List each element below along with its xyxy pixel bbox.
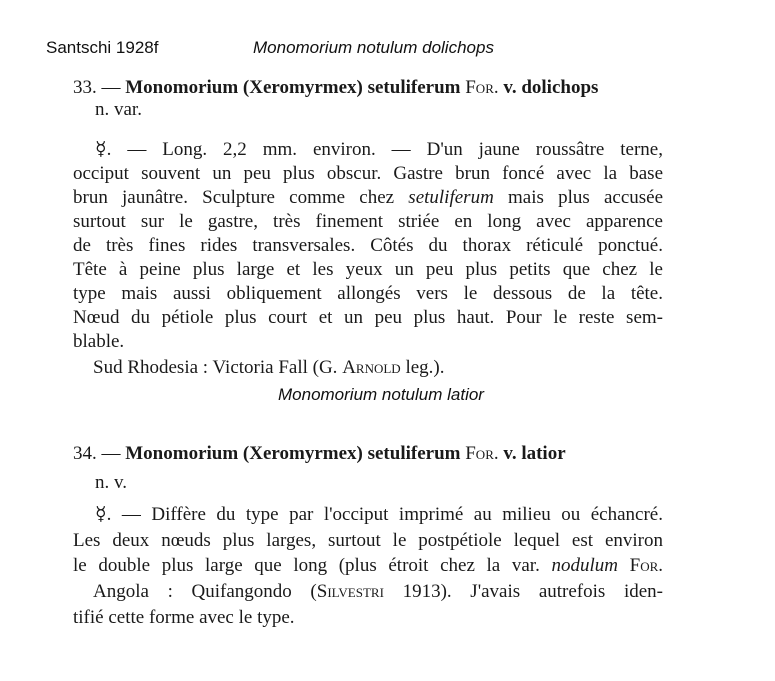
description-line: type mais aussi obliquement allongés vers le dessous de la tête. [73, 283, 663, 304]
variety-name: v. dolichops [503, 77, 599, 98]
species-name: setuliferum [367, 77, 461, 98]
locality-line: Sud Rhodesia : Victoria Fall (G. Arnold leg.). [93, 357, 445, 378]
collector-name: Arnold [342, 357, 401, 378]
variety-name: v. latior [503, 443, 566, 464]
collector-name: Silvestri 1913 [316, 581, 441, 602]
author-name: For. [465, 77, 499, 98]
new-variety-label: n. v. [95, 472, 128, 493]
locality-line: Angola : Quifangondo (Silvestri 1913). J'avais autrefois iden- [93, 581, 663, 602]
author-name: For. [629, 555, 664, 576]
entry-number: 34. — [73, 443, 121, 464]
genus-name: Monomorium (Xeromyrmex) [125, 77, 363, 98]
description-line: le double plus large que long (plus étroit chez la var. nodulum For. [73, 555, 664, 576]
description-line: surtout sur le gastre, très finement striée en long avec apparence [73, 211, 663, 232]
author-name: For. [465, 443, 499, 464]
entry-33-heading [73, 77, 598, 99]
description-line: Nœud du pétiole plus court et un peu plus haut. Pour le reste sem- [73, 307, 663, 328]
description-line: Les deux nœuds plus larges, surtout le postpétiole lequel est environ [73, 530, 663, 551]
description-line: occiput souvent un peu plus obscur. Gastre brun foncé avec la base [73, 163, 663, 184]
entry-number: 33. — [73, 77, 121, 98]
description-line: de très fines rides transversales. Côtés du thorax réticulé ponctué. [73, 235, 663, 256]
description-line: Tête à peine plus large et les yeux un peu plus petits que chez le [73, 259, 663, 280]
description-line: ☿. — Long. 2,2 mm. environ. — D'un jaune roussâtre terne, [95, 139, 663, 160]
entry-34-heading [73, 443, 566, 465]
species-name: setuliferum [367, 443, 461, 464]
species-epithet: setuliferum [408, 187, 494, 208]
species-title: Monomorium notulum dolichops [253, 38, 494, 57]
description-line: ☿. — Diffère du type par l'occiput imprimé au milieu ou échancré. [95, 504, 663, 525]
species-subtitle: Monomorium notulum latior [278, 385, 484, 404]
description-line: brun jaunâtre. Sculpture comme chez setuliferum mais plus accusée [73, 187, 664, 208]
description-line: blable. [73, 331, 125, 352]
genus-name: Monomorium (Xeromyrmex) [125, 443, 363, 464]
description-line: tifié cette forme avec le type. [73, 607, 295, 628]
species-epithet: nodulum [551, 555, 618, 576]
new-variety-label: n. var. [95, 99, 142, 120]
citation-label: Santschi 1928f [46, 38, 159, 57]
